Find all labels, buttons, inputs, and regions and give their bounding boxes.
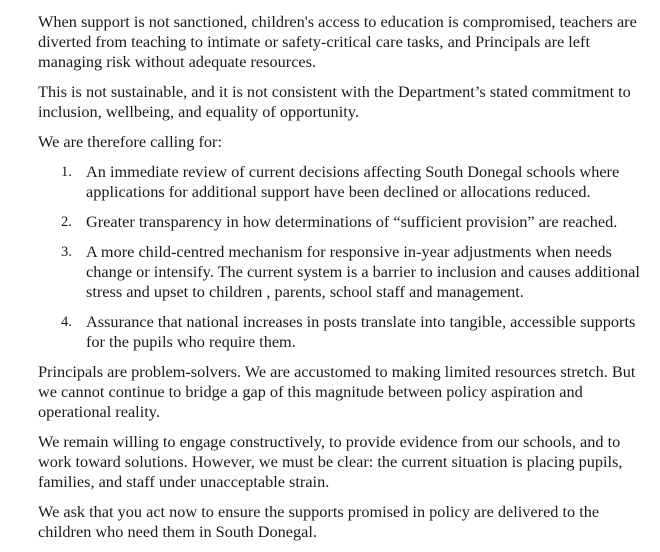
- list-item-number: 4.: [61, 314, 72, 330]
- list-item: [38, 242, 648, 302]
- list-item: [38, 312, 648, 352]
- paragraph-willing-to-engage: We remain willing to engage constructively, to provide evidence from our schools, and to work toward solutions. However, we must be clear: the current situation is placing pupils, families, and staff under unacceptable strain.: [38, 432, 623, 491]
- list-item-number: 1.: [61, 164, 72, 180]
- paragraph-act-now: We ask that you act now to ensure the supports promised in policy are delivered to the children who need them in South Donegal.: [38, 502, 600, 541]
- paragraph-not-sustainable: This is not sustainable, and it is not consistent with the Department’s stated commitment to inclusion, wellbeing, and equality of opportunity.: [38, 82, 631, 121]
- paragraph-problem-solvers: Principals are problem-solvers. We are accustomed to making limited resources stretch. But we cannot continue to bridge a gap of this magnitude between policy aspiration and operational reality.: [38, 362, 636, 421]
- paragraph-unsanctioned-support: When support is not sanctioned, children's access to education is compromised, teachers are diverted from teaching to intimate or safety-critical care tasks, and Principals are left managing risk without adequate resources.: [38, 12, 637, 71]
- list-item: [38, 212, 648, 232]
- list-item-text: A more child-centred mechanism for responsive in-year adjustments when needs change or intensify. The current system is a barrier to inclusion and causes additional stress and upset to children , parents, school staff and management.: [86, 242, 640, 301]
- list-item-text: Greater transparency in how determinations of “sufficient provision” are reached.: [86, 212, 618, 231]
- list-item: [38, 162, 648, 202]
- list-item-number: 3.: [61, 244, 72, 260]
- letter-page: [38, 12, 648, 552]
- paragraph-calling-for: We are therefore calling for:: [38, 132, 223, 151]
- list-item-text: An immediate review of current decisions affecting South Donegal schools where applications for additional support have been declined or allocations reduced.: [86, 162, 620, 201]
- list-item-text: Assurance that national increases in posts translate into tangible, accessible supports for the pupils who require them.: [86, 312, 636, 351]
- list-item-number: 2.: [61, 214, 72, 230]
- calls-list: [38, 162, 648, 352]
